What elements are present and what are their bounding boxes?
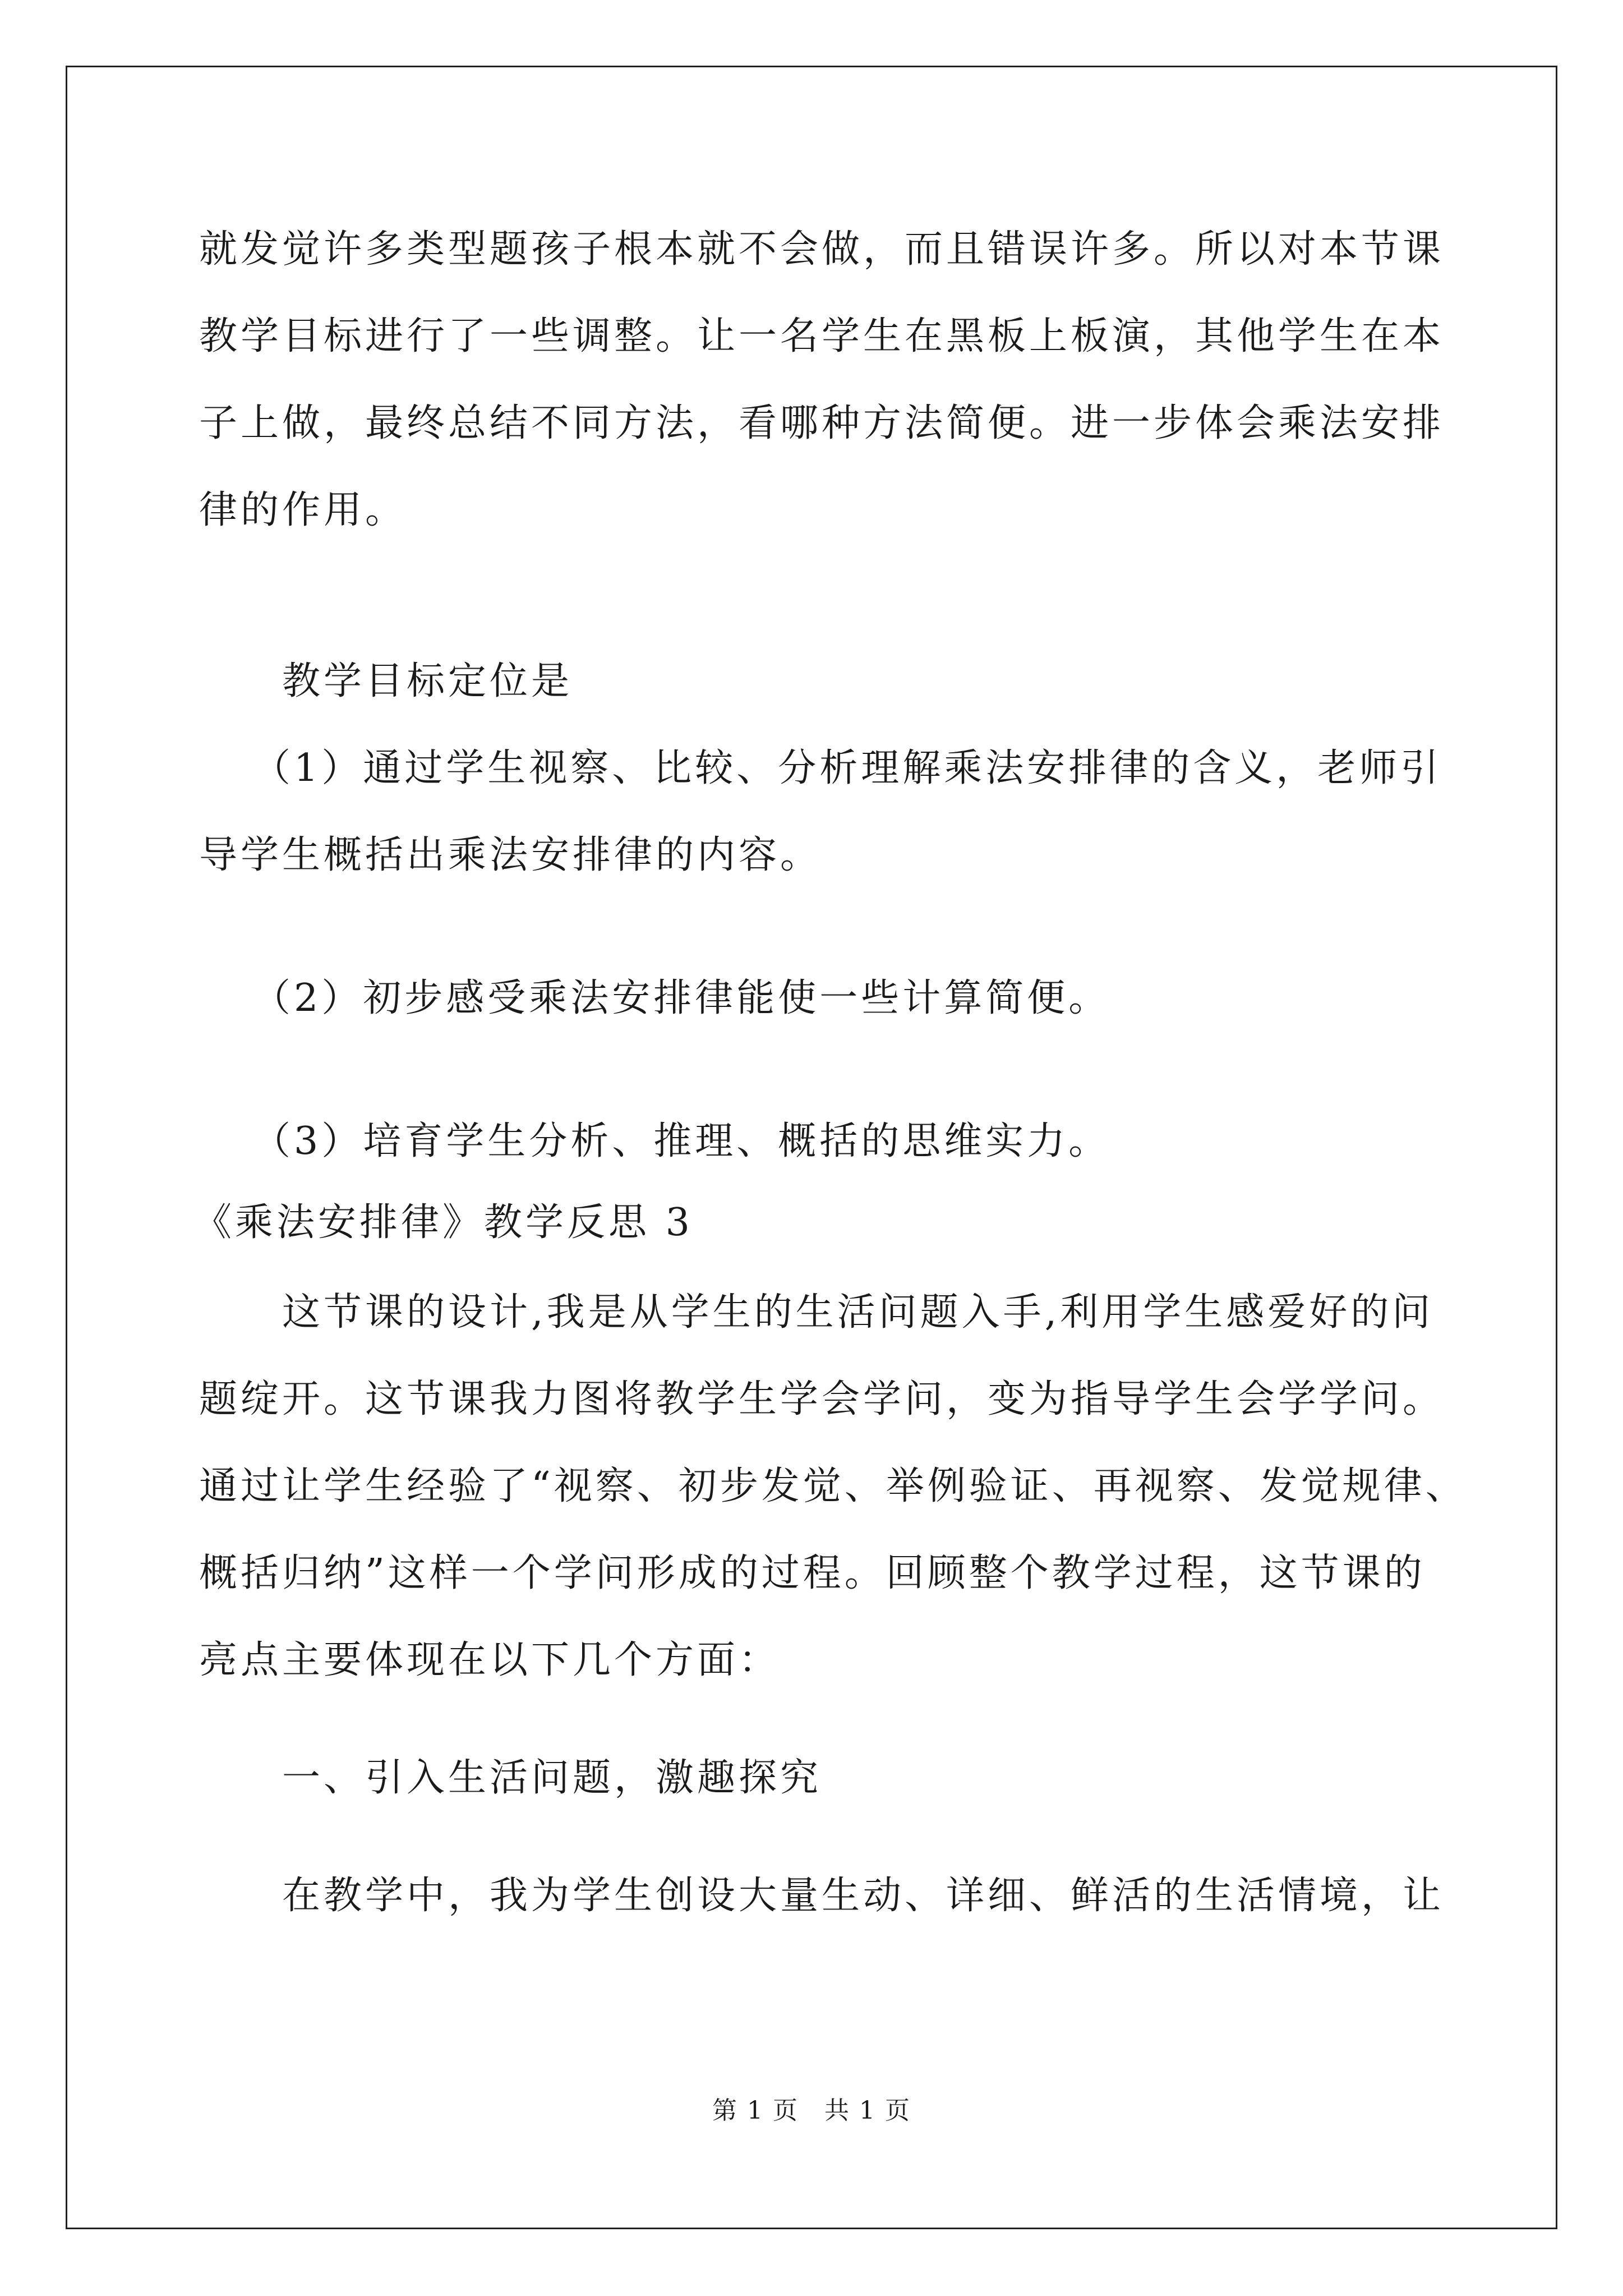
paragraph-line: 通过让学生经验了“视察、初步发觉、举例验证、再视察、发觉规律、 — [199, 1464, 1467, 1508]
paragraph-line: 题绽开。这节课我力图将教学生学会学问，变为指导学生会学学问。 — [199, 1377, 1445, 1421]
section-heading: 《乘法安排律》教学反思 3 — [193, 1200, 693, 1245]
paragraph-line: 教学目标进行了一些调整。让一名学生在黑板上板演，其他学生在本 — [199, 314, 1445, 358]
page-number-footer: 第 1 页 共 1 页 — [712, 2096, 911, 2125]
subsection-heading: 一、引入生活问题，激趣探究 — [282, 1756, 822, 1800]
paragraph-line: 子上做，最终总结不同方法，看哪种方法简便。进一步体会乘法安排 — [199, 401, 1445, 445]
paragraph-line: 概括归纳”这样一个学问形成的过程。回顾整个教学过程，这节课的 — [199, 1551, 1426, 1595]
paragraph-line: 导学生概括出乘法安排律的内容。 — [199, 833, 822, 877]
paragraph-line: 就发觉许多类型题孩子根本就不会做，而且错误许多。所以对本节课 — [199, 227, 1445, 272]
paragraph-line: 在教学中，我为学生创设大量生动、详细、鲜活的生活情境，让 — [282, 1874, 1445, 1918]
list-item: （3）培育学生分析、推理、概括的思维实力。 — [252, 1119, 1110, 1163]
paragraph-line: 教学目标定位是 — [282, 659, 573, 703]
paragraph-line: 亮点主要体现在以下几个方面： — [199, 1638, 781, 1682]
paragraph-line: 律的作用。 — [199, 488, 407, 532]
paragraph-line: 这节课的设计,我是从学生的生活问题入手,利用学生感爱好的问 — [282, 1290, 1434, 1335]
list-item: （1）通过学生视察、比较、分析理解乘法安排律的含义，老师引 — [252, 746, 1442, 790]
list-item: （2）初步感受乘法安排律能使一些计算简便。 — [252, 976, 1110, 1020]
